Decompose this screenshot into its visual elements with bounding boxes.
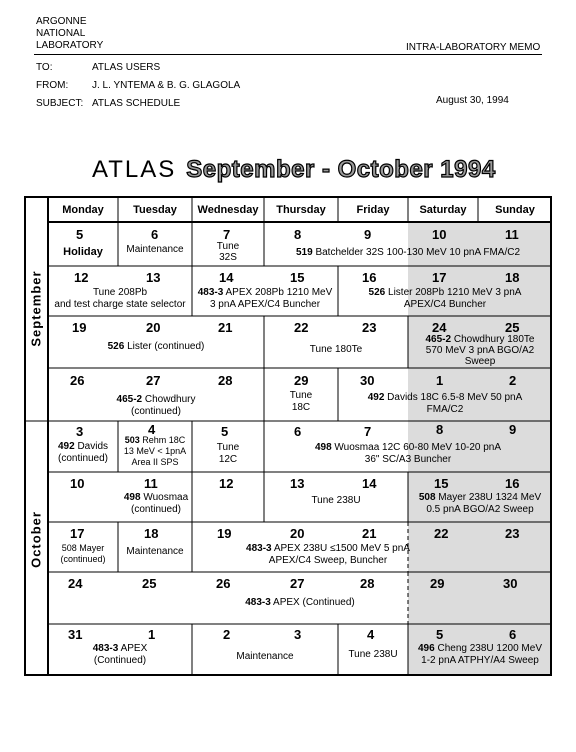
beam-details: 36" SC/A3 Buncher — [364, 454, 452, 465]
isotope: 238U — [303, 543, 328, 554]
date-number: 21 — [218, 320, 233, 335]
beam-details: 1200 MeV — [496, 643, 542, 654]
maintenance-label: Maintenance — [126, 546, 184, 557]
tune-entry — [192, 442, 264, 466]
header-rule — [34, 54, 542, 55]
date-number: 10 — [70, 476, 85, 491]
experiment-entry — [48, 441, 118, 465]
date-number: 24 — [432, 320, 447, 335]
isotope: 238U — [469, 643, 494, 654]
date-number: 9 — [509, 422, 517, 437]
isotope: 208Pb — [118, 287, 148, 298]
tune-entry — [192, 241, 264, 263]
date-number: 18 — [144, 526, 159, 541]
date-number: 8 — [436, 422, 444, 437]
experiment-note: (continued) — [57, 453, 109, 464]
date-number: 5 — [221, 424, 229, 439]
isotope: 12C — [382, 442, 401, 453]
date-number: 19 — [72, 320, 87, 335]
beam-details: Area II SPS — [131, 457, 179, 467]
date-number: 15 — [290, 270, 305, 285]
date-number: 30 — [360, 373, 375, 388]
date-number: 12 — [74, 270, 89, 285]
date-number: 27 — [146, 373, 161, 388]
date-number: 30 — [503, 576, 518, 591]
day-header-friday: Friday — [356, 204, 390, 216]
tune-entry — [48, 287, 192, 311]
experiment-entry — [264, 442, 552, 466]
date-number: 11 — [505, 227, 519, 242]
experiment-number: 519 — [295, 247, 313, 258]
experiment-entry — [118, 435, 192, 468]
date-number: 5 — [436, 627, 444, 642]
date-number: 1 — [436, 373, 444, 388]
title-main: ATLAS — [92, 156, 177, 183]
date-number: 26 — [70, 373, 85, 388]
experimenter: Lister — [388, 287, 413, 298]
date-number: 8 — [294, 227, 302, 242]
date-number: 24 — [68, 576, 83, 591]
experiment-number: 526 — [368, 287, 386, 298]
date-number: 6 — [151, 227, 159, 242]
date-number: 7 — [364, 424, 372, 439]
experiment-number: 483-3 — [92, 643, 119, 654]
tune-note: and test charge state selector — [54, 299, 186, 310]
experiment-entry — [192, 287, 338, 311]
beam-details: 0.5 pnA BGO/A2 Sweep — [426, 504, 534, 515]
date-number: 22 — [434, 526, 449, 541]
date-number: 23 — [505, 526, 520, 541]
date-number: 6 — [509, 627, 517, 642]
experiment-number: 465-2 — [116, 394, 143, 405]
experiment-entry — [48, 543, 118, 565]
maintenance-label: Maintenance — [236, 651, 294, 662]
tune-label: Tune — [216, 442, 240, 453]
experiment-note: (continued) — [60, 554, 106, 564]
beam-details: 60-80 MeV 10-20 pnA — [403, 442, 502, 453]
experimenter: Lister (continued) — [127, 341, 205, 352]
date-number: 5 — [76, 227, 84, 242]
date-number: 4 — [148, 422, 156, 437]
beam-details: APEX/C4 Buncher — [403, 299, 487, 310]
experiment-number: 498 — [314, 442, 332, 453]
isotope: 32S — [366, 247, 384, 258]
beam-details: 1324 MeV — [495, 492, 542, 503]
date-number: 29 — [430, 576, 445, 591]
tune-label: Tune — [92, 287, 116, 298]
experimenter: APEX (Continued) — [273, 597, 355, 608]
isotope: 18C — [168, 435, 186, 445]
date-number: 13 — [290, 476, 305, 491]
isotope: 180Te — [334, 344, 363, 355]
experiment-entry — [48, 492, 264, 516]
subject-label: SUBJECT: — [36, 98, 84, 109]
beam-details: 570 MeV 3 pnA BGO/A2 — [425, 345, 535, 356]
experiment-entry — [48, 394, 264, 418]
experiment-entry — [338, 392, 552, 416]
isotope: 238U — [468, 492, 493, 503]
tune-label: Tune — [289, 390, 313, 401]
tune-entry — [264, 390, 338, 414]
experiment-note: (continued) — [130, 504, 182, 515]
tune-label: Tune — [311, 495, 334, 506]
beam-details: 3 pnA APEX/C4 Buncher — [209, 299, 321, 310]
date-number: 17 — [70, 526, 85, 541]
experiment-number: 498 — [123, 492, 141, 503]
date-number: 31 — [68, 627, 83, 642]
experimenter: Cheng — [437, 643, 467, 654]
date-number: 25 — [142, 576, 157, 591]
experimenter: Wuosmaa — [143, 492, 189, 503]
beam-details: Sweep — [464, 356, 496, 367]
experiment-entry — [264, 247, 552, 258]
beam-details: 6.5-8 MeV 50 pnA — [441, 392, 523, 403]
to-label: TO: — [36, 62, 53, 73]
date-number: 15 — [434, 476, 449, 491]
experimenter: Davids — [77, 441, 109, 452]
org-line: LABORATORY — [36, 40, 104, 51]
date-number: 11 — [144, 476, 158, 491]
date-number: 25 — [505, 320, 520, 335]
tune-entry — [338, 649, 408, 660]
experiment-entry — [408, 334, 552, 367]
date-number: 28 — [218, 373, 233, 388]
experimenter: Chowdhury — [144, 394, 196, 405]
memo-type: INTRA-LABORATORY MEMO — [406, 42, 541, 53]
date-number: 18 — [505, 270, 520, 285]
experimenter: APEX — [225, 287, 253, 298]
holiday-label: Holiday — [63, 246, 103, 258]
org-line: NATIONAL — [36, 28, 86, 39]
beam-details: 13 MeV < 1pnA — [123, 446, 187, 456]
date-number: 28 — [360, 576, 375, 591]
experimenter: Chowdhury — [453, 334, 505, 345]
from-label: FROM: — [36, 80, 69, 91]
experiment-number: 483-3 — [245, 597, 271, 608]
isotope: 12C — [218, 454, 238, 465]
experiment-entry — [48, 643, 192, 667]
month-label-october: October — [28, 511, 44, 568]
beam-details: FMA/C2 — [426, 404, 464, 415]
experiment-note: (Continued) — [93, 655, 147, 666]
day-header-saturday: Saturday — [419, 204, 467, 216]
title-dates: September - October 1994 — [186, 156, 496, 183]
date-number: 20 — [290, 526, 305, 541]
experiment-number: 492 — [57, 441, 75, 452]
day-header-wednesday: Wednesday — [197, 204, 259, 216]
isotope: 238U — [373, 649, 398, 660]
experiment-number: 465-2 — [425, 334, 452, 345]
experiment-entry — [48, 341, 264, 352]
date-number: 2 — [509, 373, 517, 388]
date-number: 23 — [362, 320, 377, 335]
experimenter: Mayer — [438, 492, 467, 503]
isotope: 18C — [291, 402, 311, 413]
beam-details: APEX/C4 Sweep, Buncher — [268, 555, 388, 566]
isotope: 180Te — [507, 334, 535, 345]
schedule-title — [92, 156, 496, 184]
date-number: 6 — [294, 424, 302, 439]
tune-label: Tune — [309, 344, 333, 355]
date-number: 10 — [432, 227, 447, 242]
date-number: 14 — [362, 476, 377, 491]
calendar — [24, 196, 552, 676]
org-name — [36, 16, 103, 52]
experiment-number: 526 — [107, 341, 125, 352]
experiment-note: (continued) — [130, 406, 182, 417]
date-number: 2 — [223, 627, 231, 642]
beam-details: 1-2 pnA ATPHY/A4 Sweep — [421, 655, 539, 666]
tune-label: Tune — [348, 649, 371, 660]
experiment-entry — [192, 543, 464, 567]
date-number: 22 — [294, 320, 309, 335]
isotope: 208Pb — [415, 287, 445, 298]
to-value: ATLAS USERS — [92, 62, 161, 73]
date-number: 29 — [294, 373, 309, 388]
date-number: 12 — [219, 476, 234, 491]
experiment-entry — [408, 492, 552, 516]
experimenter: Batchelder — [315, 247, 364, 258]
experimenter: Davids — [387, 392, 418, 403]
date-number: 9 — [364, 227, 372, 242]
tune-entry — [264, 495, 408, 506]
date-number: 3 — [294, 627, 302, 642]
date-number: 16 — [505, 476, 520, 491]
experimenter: APEX — [120, 643, 148, 654]
beam-details: 100-130 MeV 10 pnA FMA/C2 — [386, 247, 521, 258]
org-line: ARGONNE — [36, 16, 87, 27]
date-number: 20 — [146, 320, 161, 335]
date-number: 4 — [367, 627, 375, 642]
isotope: 18C — [420, 392, 439, 403]
experiment-number: 496 — [418, 643, 435, 654]
date-number: 21 — [362, 526, 377, 541]
isotope: 208Pb — [254, 287, 284, 298]
month-label-september: September — [28, 270, 44, 347]
experiment-number: 508 — [418, 492, 436, 503]
date-number: 3 — [76, 424, 84, 439]
date-number: 27 — [290, 576, 305, 591]
date-number: 19 — [217, 526, 232, 541]
experiment-number: 503 — [124, 435, 140, 445]
experiment-number: 483-3 — [197, 287, 224, 298]
from-value: J. L. YNTEMA & B. G. GLAGOLA — [92, 80, 241, 91]
beam-details: ≤1500 MeV 5 pnA — [329, 543, 410, 554]
date-number: 26 — [216, 576, 231, 591]
experimenter: APEX — [273, 543, 301, 554]
date-number: 16 — [362, 270, 377, 285]
tune-label: Tune — [216, 241, 240, 252]
date-number: 14 — [219, 270, 234, 285]
tune-entry — [264, 344, 408, 355]
beam-details: 1210 MeV 3 pnA — [446, 287, 522, 298]
date-number: 13 — [146, 270, 161, 285]
date-number: 1 — [148, 627, 156, 642]
experiment-entry — [338, 287, 552, 311]
isotope: 32S — [219, 252, 237, 263]
isotope: 238U — [336, 495, 361, 506]
day-header-sunday: Sunday — [495, 204, 535, 216]
memo-date: August 30, 1994 — [436, 95, 509, 106]
experimenter: Rehm — [142, 435, 167, 445]
experimenter: 508 Mayer — [61, 543, 105, 553]
experiment-number: 492 — [367, 392, 385, 403]
experiment-number: 483-3 — [246, 543, 272, 554]
maintenance-label: Maintenance — [126, 244, 184, 255]
date-number: 7 — [223, 227, 231, 242]
day-header-tuesday: Tuesday — [133, 204, 177, 216]
day-header-monday: Monday — [62, 204, 104, 216]
subject-value: ATLAS SCHEDULE — [92, 98, 181, 109]
experiment-entry — [408, 643, 552, 667]
day-header-thursday: Thursday — [276, 204, 326, 216]
experimenter: Wuosmaa — [334, 442, 380, 453]
experiment-entry — [48, 597, 552, 608]
beam-details: 1210 MeV — [286, 287, 333, 298]
date-number: 17 — [432, 270, 447, 285]
